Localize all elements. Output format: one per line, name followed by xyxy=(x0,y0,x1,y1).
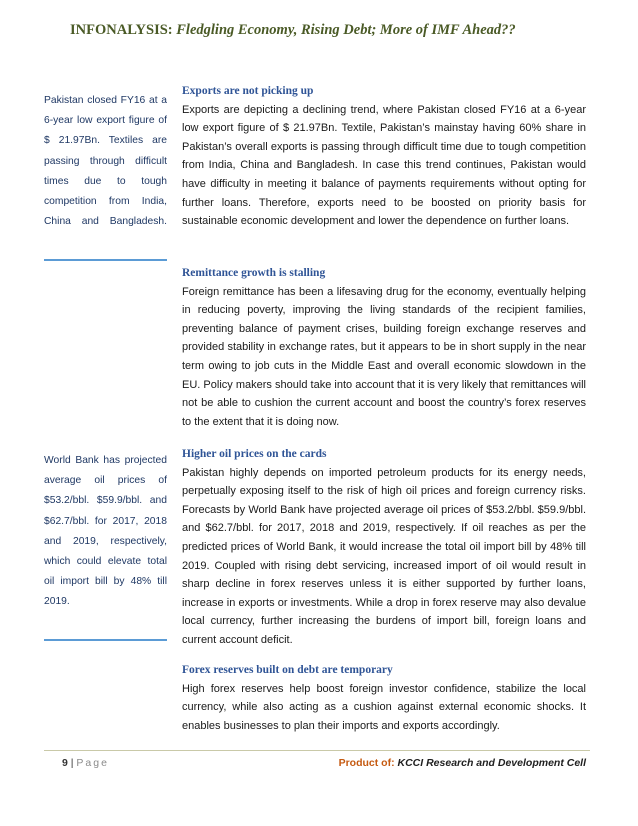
header-brand: INFONALYSIS xyxy=(70,22,168,38)
section-body: Pakistan highly depends on imported petroleum products for its energy needs, perpetually exposing itself to the risk of high oil prices and foreign currency risks. Forecasts by World Bank have projected average oil prices of $53.2/bbl. $59.9/bbl. and $62.7/bbl. for 2017, 2018 and 2019, respectively. If oil reaches as per the predicted prices of World Bank, it would increase the total oil import bill by 48% till 2019. Coupled with rising debt servicing, increased import of oil would result in sharp decline in forex reserves unless it is either supported by further loans, increase in exports or investments. While a drop in forex reserve may also devalue local currency, further increasing the burdens of import bill, foreign loans and current account deficit. xyxy=(182,466,586,646)
header-title: Fledgling Economy, Rising Debt; More of IMF Ahead?? xyxy=(176,22,516,38)
section-heading: Remittance growth is stalling xyxy=(182,267,326,279)
section-forex-reserves xyxy=(182,661,586,735)
pullquote-text: Pakistan closed FY16 at a 6-year low export figure of $ 21.97Bn. Textiles are passing through difficult times due to tough competition from India, China and Bangladesh. xyxy=(44,91,167,261)
section-remittance xyxy=(182,264,586,431)
section-heading: Exports are not picking up xyxy=(182,85,314,97)
page-number-footer xyxy=(62,757,109,769)
section-exports xyxy=(182,82,586,231)
header-separator: : xyxy=(167,22,177,38)
section-heading: Higher oil prices on the cards xyxy=(182,448,327,460)
product-credit xyxy=(339,757,586,769)
footer-divider xyxy=(44,750,590,751)
product-label: Product of: xyxy=(338,757,398,769)
pullquote-text: World Bank has projected average oil prices of $53.2/bbl. $59.9/bbl. and $62.7/bbl. for 2017, 2018 and 2019, respectively, which could elevate total oil import bill by 48% till 2019. xyxy=(44,451,167,641)
section-heading: Forex reserves built on debt are temporary xyxy=(182,664,393,676)
page-label: Page xyxy=(76,757,109,769)
section-oil-prices xyxy=(182,445,586,650)
section-body: Foreign remittance has been a lifesaving drug for the economy, eventually helping in reducing poverty, improving the living standards of the recipient families, preventing balance of payment crises, building foreign exchange reserves and provided stability in exchange rates, but it appears to be in short supply in the near term owing to job cuts in the Middle East and overall economic slowdown in the EU. Policy makers should take into account that it is very likely that remittances will not be able to cushion the current account and boost the country’s forex reserves to the extent that it is doing now. xyxy=(182,285,586,428)
product-org: KCCI Research and Development Cell xyxy=(397,757,586,769)
page-number: 9 xyxy=(62,757,68,769)
running-header xyxy=(70,22,590,39)
footer-separator: | xyxy=(67,757,77,769)
section-body: Exports are depicting a declining trend, where Pakistan closed FY16 at a 6-year low export figure of $ 21.97Bn. Textile, Pakistan’s mainstay having 60% share in Pakistan’s overall exports is passing through difficult time due to tough competition from India, China and Bangladesh. In case this trend continues, Pakistan would have difficulty in meeting it balance of payments requirements without opting for further loans. Therefore, exports need to be boosted on priority basis for sustainable economic development and lower the dependence on further loans. xyxy=(182,103,586,228)
section-body: High forex reserves help boost foreign investor confidence, stabilize the local currency, while also acting as a cushion against external economic shocks. It enables businesses to plan their imports and exports accordingly. xyxy=(182,682,586,732)
sidebar-pullquote-exports xyxy=(44,91,167,261)
sidebar-pullquote-oil xyxy=(44,451,167,641)
